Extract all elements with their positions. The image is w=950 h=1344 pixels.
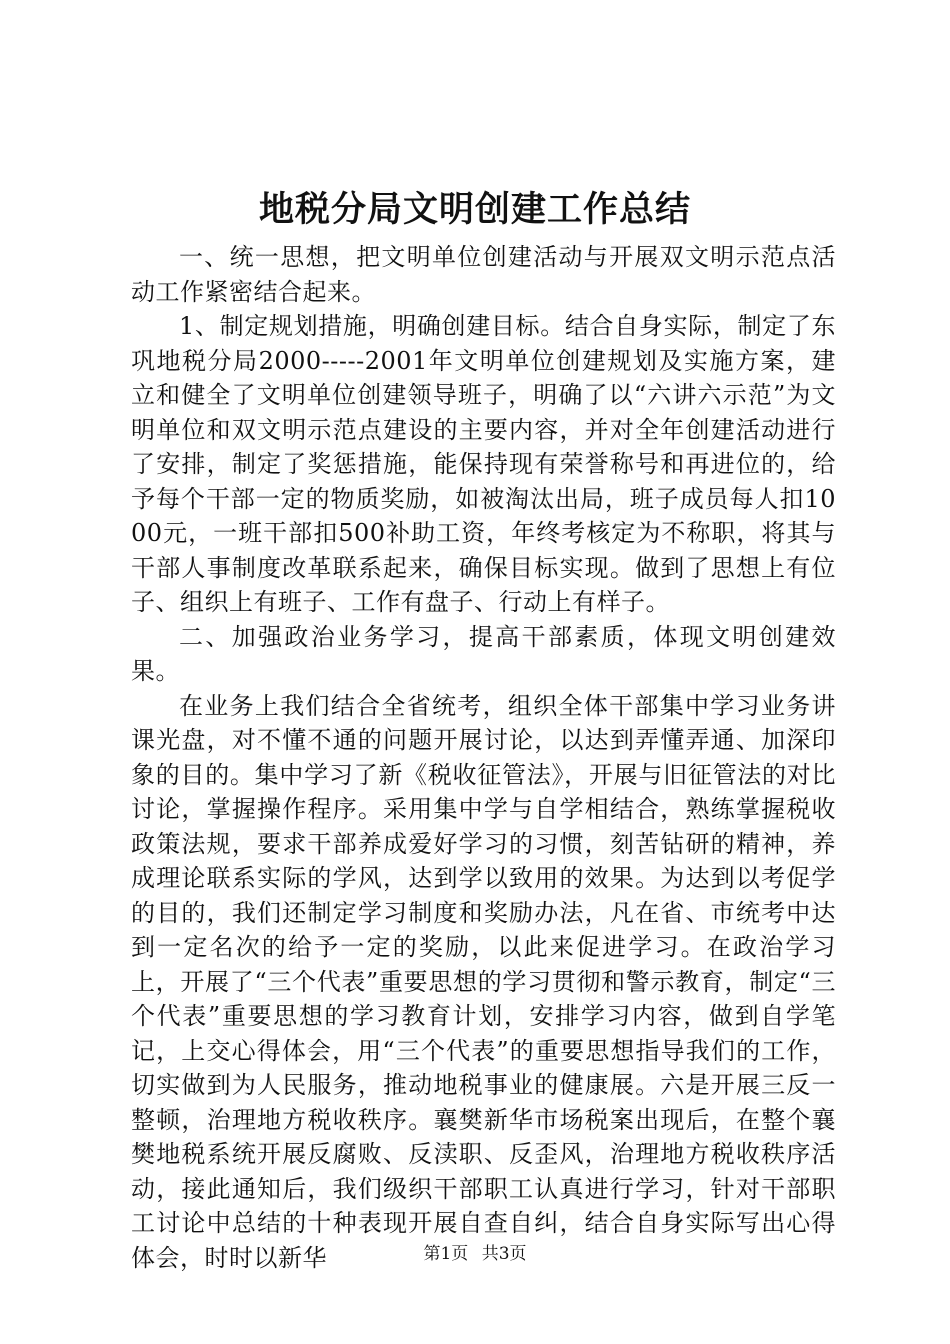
page-number: 第1页 [423, 1244, 469, 1264]
page-footer [0, 1242, 950, 1266]
paragraph-section-one-heading: 一、统一思想，把文明单位创建活动与开展双文明示范点活动工作紧密结合起来。 [131, 243, 836, 306]
document-title: 地税分局文明创建工作总结 [258, 189, 691, 230]
document-body [131, 240, 836, 1275]
page-total: 共3页 [481, 1244, 527, 1264]
paragraph-section-two-heading: 二、加强政治业务学习，提高干部素质，体现文明创建效果。 [131, 622, 836, 685]
paragraph-study-details: 在业务上我们结合全省统考，组织全体干部集中学习业务讲课光盘，对不懂不通的问题开展讨论，以达到弄懂弄通、加深印象的目的。集中学习了新《税收征管法》，开展与旧征管法的对比讨论，掌握操作程序。采用集中学与自学相结合，熟练掌握税收政策法规，要求干部养成爱好学习的习惯，刻苦钻研的精神，养成理论联系实际的学风，达到学以致用的效果。为达到以考促学的目的，我们还制定学习制度和奖励办法，凡在省、市统考中达到一定名次的给予一定的奖励，以此来促进学习。在政治学习上，开展了“三个代表”重要思想的学习贯彻和警示教育，制定“三个代表”重要思想的学习教育计划，安排学习内容，做到自学笔记，上交心得体会，用“三个代表”的重要思想指导我们的工作，切实做到为人民服务，推动地税事业的健康展。六是开展三反一整顿，治理地方税收秩序。襄樊新华市场税案出现后，在整个襄樊地税系统开展反腐败、反渎职、反歪风，治理地方税收秩序活动，接此通知后，我们级织干部职工认真进行学习，针对干部职工讨论中总结的十种表现开展自查自纠，结合自身实际写出心得体会，时时以新华 [131, 691, 836, 1272]
paragraph-planning-measures: 1、制定规划措施，明确创建目标。结合自身实际，制定了东巩地税分局2000-----2001年文明单位创建规划及实施方案，建立和健全了文明单位创建领导班子，明确了以“六讲六示范”为文明单位和双文明示范点建设的主要内容，并对全年创建活动进行了安排，制定了奖惩措施，能保持现有荣誉称号和再进位的，给予每个干部一定的物质奖励，如被淘汰出局，班子成员每人扣1000元，一班干部扣500补助工资，年终考核定为不称职，将其与干部人事制度改革联系起来，确保目标实现。做到了思想上有位子、组织上有班子、工作有盘子、行动上有样子。 [131, 312, 836, 616]
